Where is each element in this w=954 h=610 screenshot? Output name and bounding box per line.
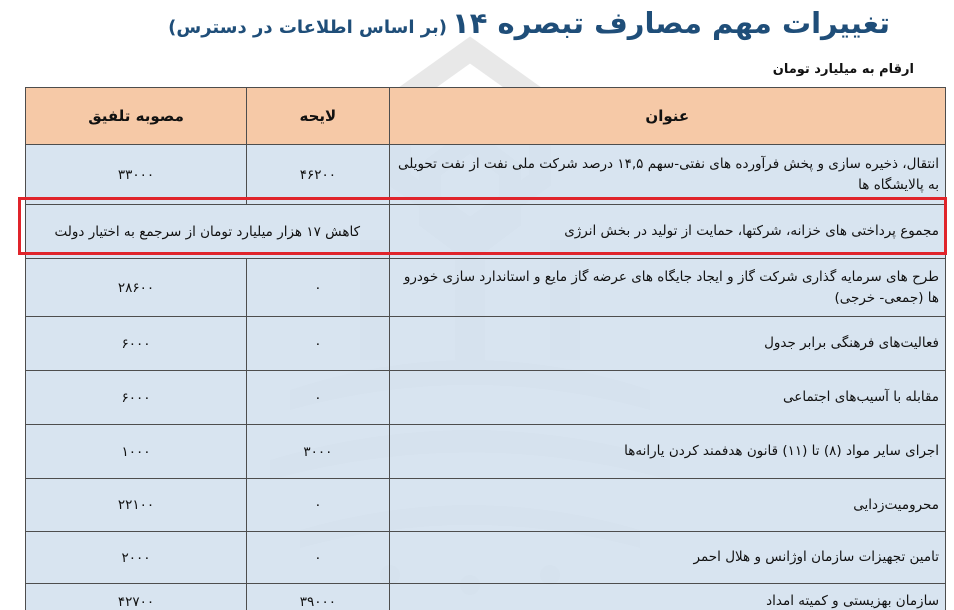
table-row [26, 145, 946, 205]
row-bill: ۳۹۰۰۰ [247, 584, 389, 610]
table-row [26, 371, 946, 425]
table-row [26, 532, 946, 584]
table-row [26, 259, 946, 317]
table-row [26, 425, 946, 479]
row-title: انتقال، ذخیره سازی و پخش فرآورده های نفتی-سهم ۱۴,۵ درصد شرکت ملی نفت از نفت تحویلی به پالایشگاه ها [389, 145, 945, 205]
row-approved: ۴۲۷۰۰ [26, 584, 247, 610]
row-approved: ۲۰۰۰ [26, 532, 247, 584]
row-merged-note: کاهش ۱۷ هزار میلیارد تومان از سرجمع به اختیار دولت [26, 205, 390, 259]
table-row [26, 584, 946, 610]
row-bill: ۰ [247, 479, 389, 532]
row-bill: ۰ [247, 371, 389, 425]
row-title: اجرای سایر مواد (۸) تا (۱۱) قانون هدفمند کردن یارانه‌ها [389, 425, 945, 479]
row-approved: ۶۰۰۰ [26, 317, 247, 371]
row-title: محرومیت‌زدایی [389, 479, 945, 532]
row-bill: ۰ [247, 317, 389, 371]
title-subtitle: (بر اساس اطلاعات در دسترس) [168, 17, 447, 38]
title-main: تغییرات مهم مصارف تبصره ۱۴ [452, 6, 890, 40]
row-approved: ۶۰۰۰ [26, 371, 247, 425]
row-approved: ۳۳۰۰۰ [26, 145, 247, 205]
row-title: تامین تجهیزات سازمان اوژانس و هلال احمر [389, 532, 945, 584]
units-note: ارقام به میلیارد تومان [772, 62, 914, 77]
row-approved: ۲۸۶۰۰ [26, 259, 247, 317]
header-approved: مصوبه تلفیق [26, 88, 247, 145]
header-title: عنوان [389, 88, 945, 145]
row-bill: ۰ [247, 532, 389, 584]
slide-title [40, 6, 890, 50]
row-title: مقابله با آسیب‌های اجتماعی [389, 371, 945, 425]
row-bill: ۴۶۲۰۰ [247, 145, 389, 205]
row-title: سازمان بهزیستی و کمیته امداد [389, 584, 945, 610]
row-approved: ۲۲۱۰۰ [26, 479, 247, 532]
row-title: فعالیت‌های فرهنگی برابر جدول [389, 317, 945, 371]
table-header-row [26, 88, 946, 145]
budget-table [25, 87, 946, 610]
row-bill: ۰ [247, 259, 389, 317]
highlight-box [18, 197, 947, 255]
header-bill: لایحه [247, 88, 389, 145]
row-title: مجموع پرداختی های خزانه، شرکتها، حمایت از تولید در بخش انرژی [389, 205, 945, 259]
row-title: طرح های سرمایه گذاری شرکت گاز و ایجاد جایگاه های عرضه گاز مایع و استاندارد سازی خودرو ها (جمعی- خرجی) [389, 259, 945, 317]
table-row [26, 479, 946, 532]
table-row [26, 317, 946, 371]
row-bill: ۳۰۰۰ [247, 425, 389, 479]
row-approved: ۱۰۰۰ [26, 425, 247, 479]
